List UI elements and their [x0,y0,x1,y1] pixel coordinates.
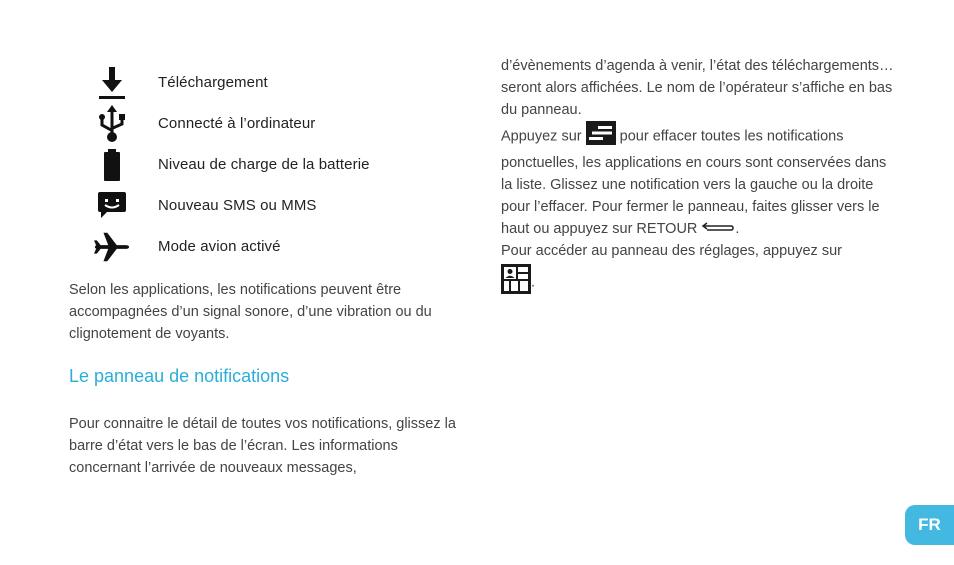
sms-icon [94,188,130,224]
right-paragraph-4 [501,264,897,301]
notification-intro-paragraph: Selon les applications, les notifications peuvent être accompagnées d’un signal sonore, d’une vibration ou du clignotement de voyants. [69,282,432,342]
right-paragraph-3: Pour accéder au panneau des réglages, appuyez sur [501,243,842,260]
section-title: Le panneau de notifications [69,366,290,386]
language-badge: FR [905,505,954,545]
right-paragraph-1: d’évènements d’agenda à venir, l’état des téléchargements…seront alors affichées. Le nom de l’opérateur s’affiche en bas du panneau. [501,58,894,118]
icon-label-usb: Connecté à l’ordinateur [158,115,316,132]
right-p2-after: pour effacer toutes les notifications ponctuelles, les applications en cours sont conservées dans la liste. Glissez une notification vers la gauche ou la droite pour l’effacer. Pour fermer le panneau, faites glisser vers le haut ou appuyez sur RETOUR [501,128,887,237]
icon-label-sms: Nouveau SMS ou MMS [158,197,317,214]
right-column [501,55,897,301]
icon-label-airplane: Mode avion activé [158,238,281,255]
right-p2-end: . [735,221,740,237]
icon-row-usb [94,103,474,144]
right-p2-before: Appuyez sur [501,128,582,145]
icon-row-airplane [94,226,474,267]
quick-settings-icon [501,264,531,301]
right-paragraph-2 [501,121,897,240]
icon-row-sms [94,185,474,226]
back-arrow-icon [701,218,735,240]
icon-label-battery: Niveau de charge de la batterie [158,156,370,173]
notification-panel-paragraph: Pour connaitre le détail de toutes vos notifications, glissez la barre d’état vers le bas de l’écran. Les informations concernant l’arrivée de nouveaux messages, [69,416,456,476]
right-p3-end: . [531,274,536,291]
icon-row-battery [94,144,474,185]
icon-row-download [94,62,474,103]
clear-notifications-icon [586,121,616,152]
usb-icon [94,106,130,142]
airplane-icon [94,229,130,265]
icon-label-download: Téléchargement [158,74,268,91]
download-icon [94,65,130,101]
status-icon-list [94,62,474,267]
battery-icon [94,147,130,183]
